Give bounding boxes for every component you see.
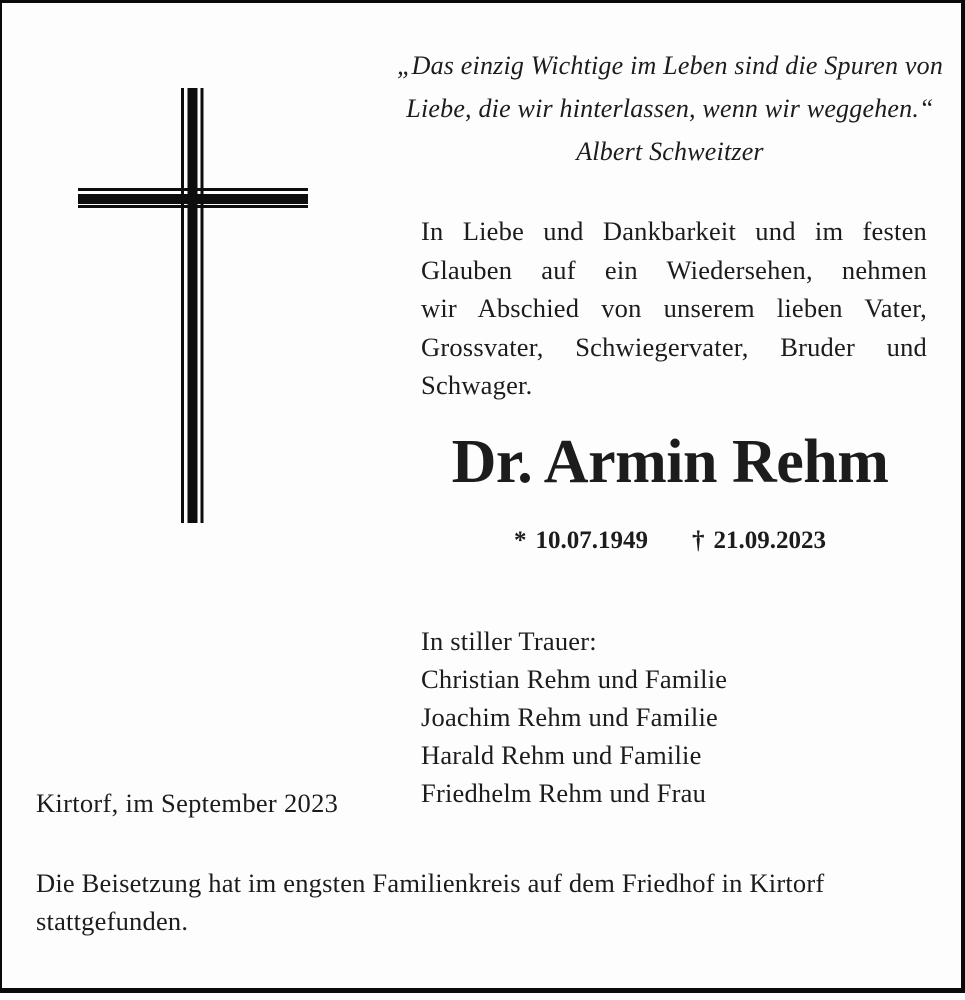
intro-line-3: wir Abschied von unserem lieben Vater,	[421, 293, 927, 323]
intro-line-4: Grossvater, Schwiegervater, Bruder und	[421, 331, 927, 362]
mourner-name: Friedhelm Rehm und Frau	[421, 778, 707, 808]
funeral-note-line-2: stattgefunden.	[36, 906, 189, 936]
mourner-name: Christian Rehm und Familie	[421, 664, 728, 694]
intro-line-1: In Liebe und Dankbarkeit und im festen	[421, 216, 927, 246]
intro-line-5: Schwager.	[421, 370, 533, 400]
intro-line-2: Glauben auf ein Wiedersehen, nehmen	[421, 254, 927, 285]
star-born-icon: *	[514, 527, 527, 554]
place-date: Kirtorf, im September 2023	[36, 788, 339, 818]
quote-block	[390, 44, 950, 173]
birth-date	[514, 524, 648, 558]
mourner-name: Harald Rehm und Familie	[421, 740, 702, 770]
intro-paragraph	[421, 212, 927, 405]
death-date	[692, 524, 826, 558]
death-date-value: 21.09.2023	[713, 527, 826, 554]
birth-date-value: 10.07.1949	[535, 527, 648, 554]
life-dates	[390, 524, 950, 558]
funeral-note	[36, 864, 936, 940]
memorial-cross-icon	[78, 85, 310, 525]
mourners-block	[421, 622, 727, 812]
mourner-name: Joachim Rehm und Familie	[421, 702, 718, 732]
mourners-heading: In stiller Trauer:	[421, 626, 597, 656]
funeral-note-line-1: Die Beisetzung hat im engsten Familienkreis auf dem Friedhof in Kirtorf	[36, 868, 825, 898]
quote-line-2: Liebe, die wir hinterlassen, wenn wir weggehen.“	[406, 94, 934, 123]
dagger-died-icon: †	[692, 527, 705, 554]
quote-attribution: Albert Schweitzer	[576, 137, 764, 166]
quote-line-1: „Das einzig Wichtige im Leben sind die Spuren von	[396, 51, 944, 80]
deceased-name: Dr. Armin Rehm	[451, 428, 889, 496]
